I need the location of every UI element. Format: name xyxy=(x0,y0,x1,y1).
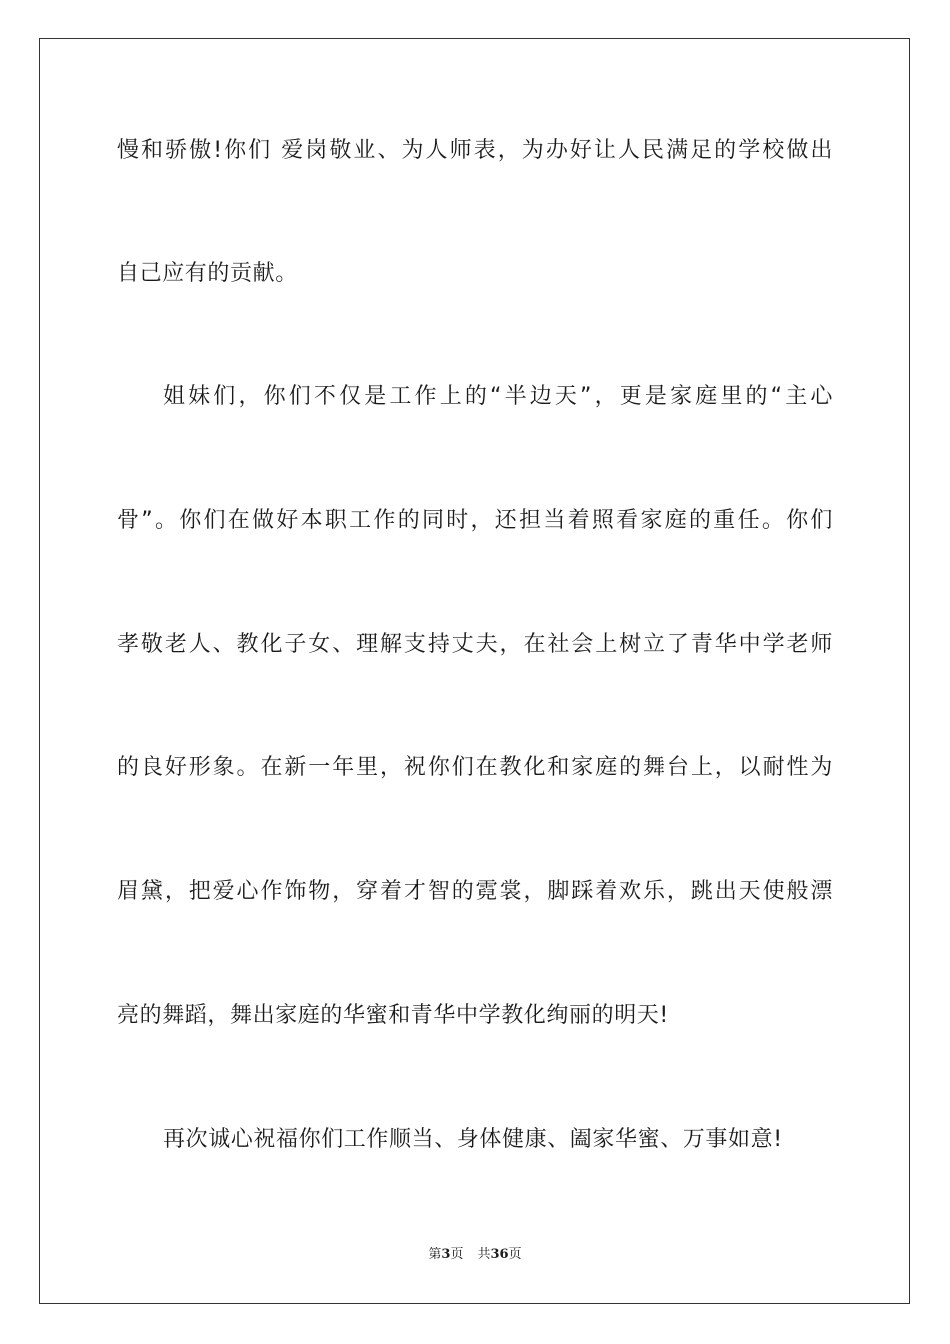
page-border xyxy=(39,38,910,1304)
page-prefix: 第 xyxy=(428,1247,442,1262)
page-suffix: 页 xyxy=(450,1247,464,1262)
page-footer xyxy=(0,1246,950,1264)
text-line-4: 骨”。你们在做好本职工作的同时，还担当着照看家庭的重任。你们 xyxy=(117,508,833,533)
total-prefix: 共 xyxy=(477,1247,491,1262)
total-suffix: 页 xyxy=(508,1247,522,1262)
text-line-2: 自己应有的贡献。 xyxy=(117,261,298,286)
text-line-9: 再次诚心祝福你们工作顺当、身体健康、阖家华蜜、万事如意! xyxy=(163,1127,783,1152)
text-line-7: 眉黛，把爱心作饰物，穿着才智的霓裳，脚踩着欢乐，跳出天使般漂 xyxy=(117,879,833,904)
text-line-8: 亮的舞蹈，舞出家庭的华蜜和青华中学教化绚丽的明天! xyxy=(117,1003,669,1028)
text-line-1: 慢和骄傲!你们 爱岗敬业、为人师表，为办好让人民满足的学校做出 xyxy=(117,138,833,163)
text-line-3: 姐妹们，你们不仅是工作上的“半边天”，更是家庭里的“主心 xyxy=(163,384,833,409)
total-pages: 36 xyxy=(490,1247,509,1262)
page-number: 3 xyxy=(441,1247,451,1262)
text-line-6: 的良好形象。在新一年里，祝你们在教化和家庭的舞台上，以耐性为 xyxy=(117,755,833,780)
text-line-5: 孝敬老人、教化子女、理解支持丈夫，在社会上树立了青华中学老师 xyxy=(117,632,833,657)
